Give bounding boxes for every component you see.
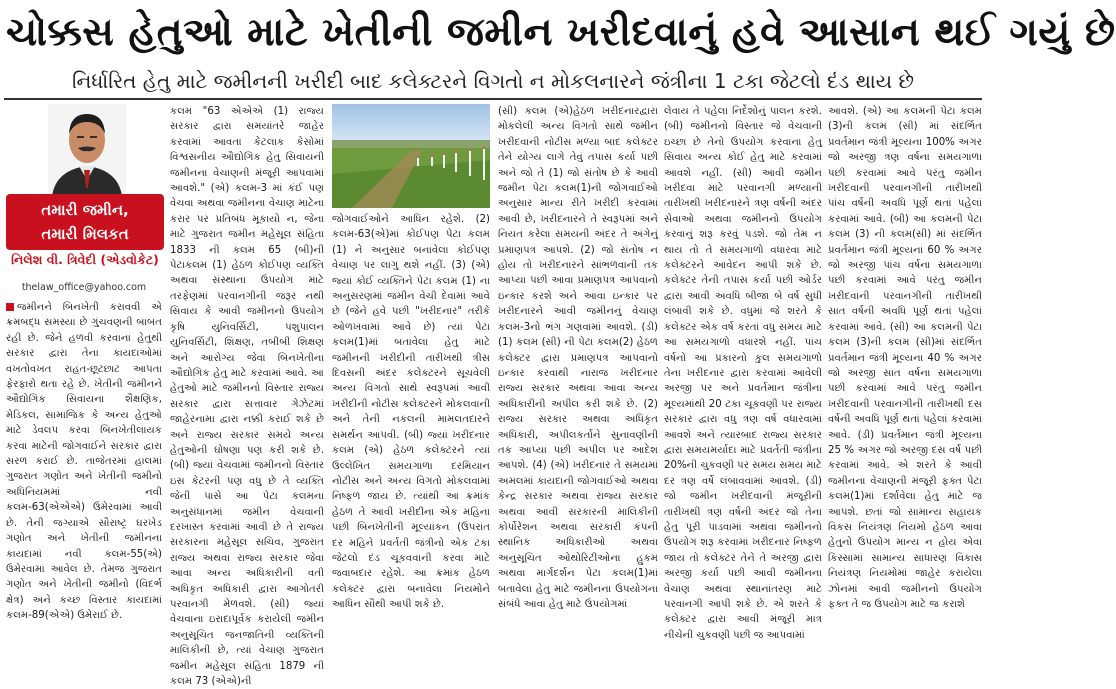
column-text: જોગવાઈઓને આધિન રહેશે. (2) કલમ-63(એ)માં કોઈપણ પેટા કલમ (1) ને અનુસાર બનાવેલા કોઈપણ વેચાણ પર લાગુ થશે નહીં. (3) (એ) જ્યાં કોઈ વ્યક્તિને પેટા કલમ (1) ના અનુસરણમાં જમીન વેચી દેવામાં આવે છે (જેને હવે પછી "ખરીદનાર" તરીકે ઓળખવામાં આવે છે) ત્યાં પેટા કલમ(1)માં બતાવેલા હેતુ માટે જમીનની ખરીદીની તારીખથી ત્રીસ દિવસની અંદર કલેક્ટરને સૂચવેલી અન્ય વિગતો સાથે સ્વરૂપમાં આવી ખરીદીની નોટીસ કલેક્ટરને મોકલવાની અને તેની નકલની મામલતદારને સમર્થન આપવી. (બી) જ્યાં ખરીદનાર કલમ (એ) હેઠળ કલેક્ટરને ત્યાં ઉલ્લેખિત સમયગાળા દરમિયાન નોટીસ અને અન્ય વિગતો મોકલવામાં નિષ્ફળ જાય છે. ત્યાંથી આ ક્રમાંક હેઠળ તે આવી ખરીદીના એક મહિના પછી બિનખેતીની મૂલ્યાંકન (ઉપરાંત દર મહિને પ્રવર્તતી જંત્રીનો એક ટકા જેટલો દંડ ચૂકવવાની કરવા માટે જવાબદાર રહેશે. આ ક્રમાંક હેઠળ કલેક્ટર દ્વારા બનાવેલા નિયમોને આધિન સૌથી આપી શકે છે.: [332, 214, 490, 611]
author-email: thelaw_office@yahoo.com: [21, 282, 147, 293]
author-photo: [48, 104, 126, 196]
article-column-1: [6, 300, 162, 622]
column-text: (સી) કલમ (એ)હેઠળ ખરીદનારદ્વારા મોકલેલી અન્ય વિગતો સાથે જમીન ખરીદવાની નોટીસ મળ્યા બાદ કલેક્ટર તેને યોગ્ય લાગે તેવું તપાસ કર્યા પછી અને જો તે (1) જો સંતોષ છે કે આવી જમીન પેટા કલમ(1)ની જોગવાઈઓ અનુસાર માન્ય રીતે ખરીદી કરવામાં આવી છે, ખરીદનારને તે સ્વરૂપમાં અને નિયત કરેલા સમયની અંદર તે અંગેનું પ્રમાણપત્ર આપશે. (2) જો સંતોષ ન હોય તો ખરીદનારને સાંભળવાની તક આપ્યા પછી આવા પ્રમાણપત્ર આપવાનો ઇન્કાર કરશે અને આવા ઇન્કાર પર ખરીદનારને આવી જમીનનું વેચાણ કલમ-3નો ભંગ ગણવામાં આવશે. (ડી) (1) કલમ (સી) ની પેટા કલમ(2) હેઠળ કલેક્ટર દ્વારા પ્રમાણપત્ર આપવાનો ઇન્કાર કરવાથી નારાજ ખરીદનાર રાજ્ય સરકાર અથવા આવા અન્ય અધિકારીની અપીલ કરી શકે છે. (2) રાજ્ય સરકાર અથવા અધિકૃત અધિકારી, અપીલકર્તાને સુનાવણીની તક આપ્યા પછી અપીલ પર આદેશ આપશે. (4) (એ) ખરીદનાર તે સમયમાં અમલમાં કાયદાની જોગવાઈઓ અથવા કેન્દ્ર સરકાર અથવા રાજ્ય સરકાર અથવા આવી સરકારની માલિકીની કોર્પોરેશન અથવા સરકારી કંપની સ્થાનિક અધિકારીઓ અથવા અનુસૂચિત ઓથોરિટીઓના હુકમ અથવા માર્ગદર્શન પેટા કલમ(1)માં બતાવેલા હેતુ માટે જમીનના ઉપયોગના સંબંધે આવા હેતુ માટે ઉપયોગમાં: [498, 106, 658, 610]
farmland-photo: [332, 104, 490, 208]
bullet-square-icon: [6, 303, 14, 311]
article-headline: ચોક્કસ હેતુઓ માટે ખેતીની જમીન ખરીદવાનું હવે આસાન થઈ ગયું છે: [6, 10, 1116, 55]
column-text: કલમ "63 એએએ (1) રાજ્ય સરકાર દ્વારા સમયાંતરે જાહેર કરવામાં આવતા કેટલાક કેસોમાં વિશ્વસનીય ઔદ્યોગિક હેતુ સિવાયની જમીનના વેચાણની મંજૂરી આપવામાં આવશે." (એ) કલમ-3 માં કંઈ પણ વેચવા અથવા જમીનના વેચાણ માટેના કરાર પર પ્રતિબંધ મૂકાયો ન, જેના માટે ગુજરાત જમીન મહેસૂલ સંહિતા 1833 ની કલમ 65 (બી)ની પેટાકલમ (1) હેઠળ કોઈપણ વ્યક્તિ અથવા સંસ્થાના ઉપયોગ માટે તરફેણમાં પરવાનગીની જરૂર નથી સિવાય કે આવી જમીનનો ઉપયોગ કૃષિ યુનિવર્સિટી, પશુપાલન યુનિવર્સિટી, શિક્ષણ, તબીબી શિક્ષણ અને આરોગ્ય જેવા બિનખેતીના ઔદ્યોગિક હેતુ માટે કરવામાં આવે. આ હેતુઓ માટે જમીનનો વિસ્તાર રાજ્ય સરકાર દ્વારા સત્તાવાર ગેઝેટમાં જાહેરનામા દ્વારા નક્કી કરાઈ શકે છે અને રાજ્ય સરકાર સમયે અન્ય હેતુઓની ઘોષણા પણ કરી શકે છે. (બી) જ્યાં વેચવામાં જમીનનો વિસ્તાર ઇસ કેટરની પણ વધુ છે તે વ્યક્તિ જેની પાસે આ પેટા કલમના અનુસંધાનમાં જમીન વેચવાની દરખાસ્ત કરવામાં આવી છે તે રાજ્ય સરકારના મહેસૂલ સચિવ, ગુજરાત રાજ્ય અથવા રાજ્ય સરકાર જેવા આવા અન્ય અધિકારીની વતી અધિકૃત અધિકારી દ્વારા આગોતરી પરવાનગી મેળવશે. (સી) જ્યાં વેચવાના ઇરાદાપૂર્વક કરાયેલી જમીન અનુસૂચિત જનજાતિની વ્યક્તિની માલિકીની છે, ત્યાં વેચાણ ગુજરાત જમીન મહેસૂલ સંહિતા 1879 ની કલમ 73 (એએ)ની: [170, 106, 324, 688]
article-column-6: [828, 104, 982, 610]
column-title-line-2: તમારી મિલકત: [41, 225, 129, 243]
author-byline: નિલેશ વી. ત્રિવેદી (એડવોકેટ): [11, 252, 159, 267]
article-column-4: [498, 104, 658, 610]
column-text: લેવાય તે પહેલા નિર્દેશોનું પાલન કરશે. (બી) જમીનનો વિસ્તાર જે વેચવાની ઇચ્છા છે તેનો ઉપયોગ કરવાના હેતુ સિવાય અન્ય કોઈ હેતુ માટે કરવામાં આવશે નહીં. (સી) આવી જમીન ખરીદવા માટે પરવાનગી મળ્યાની તારીખથી ખરીદનારને ત્રણ વર્ષની અંદર સેવાઓ અથવા જમીનનો ઉપયોગ કરવાનું શરૂ કરવું પડશે. જો તેમ ન થાય તો તે સમયગાળો વધારવા માટે કલેક્ટરને આવેદન આપી શકે છે. કલેક્ટર તેની તપાસ કર્યા પછી ઓર્ડર દ્વારા આવી અવધિ બીજા બે વર્ષ સુધી લંબાવી શકે છે. વધુમાં જે શરતે કે કલેક્ટર એક વર્ષ કરતાં વધુ સમય માટે આ સમયગાળો વધારશે નહીં. પાંચ વર્ષનો આ પ્રકારનો કુલ સમયગાળો તેના ખરીદનાર દ્વારા કરવામાં આવેલી અરજી પર અને પ્રવર્તમાન જંત્રીના મૂલ્યમાંથી 20 ટકા ચૂકવણી પર રાજ્ય સરકાર દ્વારા વધુ ત્રણ વર્ષ વધારવામાં આવશે અને ત્યારબાદ રાજ્ય સરકાર દ્વારા સમયમર્યાદા માટે પ્રવર્તતી જંત્રીના 20%ની ચુકવણી પર સમય સમય માટે દર ત્રણ વર્ષે લંબાવવામાં આવશે. (ડી) જો જમીન ખરીદવાની મંજૂરીની તારીખથી ત્રણ વર્ષની અંદર જો તેના હેતુ પૂરી પાડવામાં અથવા જમીનનો ઉપયોગ શરૂ કરવામાં ખરીદનાર નિષ્ફળ જાય તો કલેક્ટર તેને તે અરજી દ્વારા અરજી કર્યા પછી આવી જમીનના વેચાણ અથવા સ્થાનાંતરણ માટે પરવાનગી આપી શકે છે. એ શરતે કે કલેક્ટર દ્વારા આવી મંજૂરી માત્ર નીચેની ચુકવણી પછી જ આપવામાં: [664, 106, 822, 641]
article-column-3: [332, 212, 490, 611]
column-title-banner: [6, 194, 164, 250]
article-column-5: [664, 104, 822, 641]
header-rule: [4, 98, 982, 100]
column-text: આવશે. (એ) આ કલમની પેટા કલમ (3)ની કલમ (સી) માં સંદર્ભિત પ્રવર્તમાન જંત્રી મૂલ્યના 100% અગર જો અરજી ત્રણ વર્ષના સમયગાળા પછી કરવામાં આવે પરંતુ જમીન ખરીદવાની પરવાનગીની તારીખથી પાંચ વર્ષની અવધિ પૂર્ણ થતાં પહેલાં કરવામાં આવે. (બી) આ કલમની પેટા કલમ (3) ની કલમ(સી) માં સંદર્ભિત પ્રવર્તમાન જંત્રી મૂલ્યના 60 % અગર જો અરજી પાંચ વર્ષના સમયગાળા પછી કરવામાં આવે પરંતુ જમીન ખરીદવાની પરવાનગીની તારીખથી સાત વર્ષની અવધિ પૂર્ણ થતાં પહેલાં કરવામાં આવે. (સી) આ કલમની પેટા કલમ (3)ની કલમ (સી)માં સંદર્ભિત પ્રવર્તમાન જંત્રી મૂલ્યના 40 % અગર જો અરજી સાત વર્ષના સમયગાળા પછી કરવામાં આવે પરંતુ જમીન ખરીદવાની પરવાનગીની તારીખથી દસ વર્ષની અવધિ પૂર્ણ થતાં પહેલાં કરવામાં આવે. (ડી) પ્રવર્તમાન જંત્રી મૂલ્યના 25 % અગર જો અરજી દસ વર્ષ પછી કરવામાં આવે. એ શરતે કે આવી જમીનના વેચાણની મંજૂરી ફક્ત પેટા કલમ(1)માં દર્શાવેલા હેતુ માટે જ આપશે. છતાં જો સામાન્ય સહાયક વિકસ નિયંત્રણ નિયમો હેઠળ આવા હેતુનો ઉપયોગ માન્ય ન હોય એવા કિસ્સામાં સામાન્ય સાધારણ વિકાસ નિયંત્રણ નિયમોમાં જાહેર કરાયેલા ઝોનમાં આવી જમીનનો ઉપયોગ ફક્ત તે જ ઉપયોગ માટે જ કરાશે: [828, 106, 982, 610]
article-column-2: [170, 104, 324, 688]
article-subheadline: નિર્ધારિત હેતુ માટે જમીનની ખરીદી બાદ કલેક્ટરને વિગતો ન મોકલનારને જંત્રીના 1 ટકા જેટલો દંડ થાય છે: [71, 69, 915, 93]
column-title-line-1: તમારી જમીન,: [41, 201, 129, 219]
column-text: જમીનને બિનખેતી કરાવવી એ ક્રમબદ્ધ સમસ્યા છે ગુંચવણની બાબત રહી છે. જેને હળવી કરવાના હેતુથી સરકાર દ્વારા તેના કાયદાઓમાં વખતોવખત રાહત-છૂટછાટ આપતા ફેરફારો થતા રહે છે. ખેતીની જમીનને ઔદ્યોગિક સિવાયના શૈક્ષણિક, મેડિકલ, સામાજિક કે અન્ય હેતુઓ માટે ડેવલપ કરવા બિનખેતીલાયક કરવા માટેની જોગવાઈને સરકાર દ્વારા સરળ કરાઈ છે. તાજેતરમાં હાલમાં ગુજરાત ગણોત અને ખેતીની જમીનો અધિનિયમમાં નવી કલમ-63(એએએ) ઉમેરવામાં આવી છે. તેની જગ્યાએ સૌરાષ્ટ્ર ઘરખેડ ગણોત અને ખેતીની જમીનના કાયદામાં નવી કલમ-55(એ) ઉમેરવામાં આવેલ છે. તેમજ ગુજરાત ગણોત અને ખેતીની જમીનો (વિદર્ભ ક્ષેત્ર) અને કચ્છ વિસ્તાર કાયદામાં કલમ-89(એએ) ઉમેરાઈ છે.: [6, 302, 162, 622]
